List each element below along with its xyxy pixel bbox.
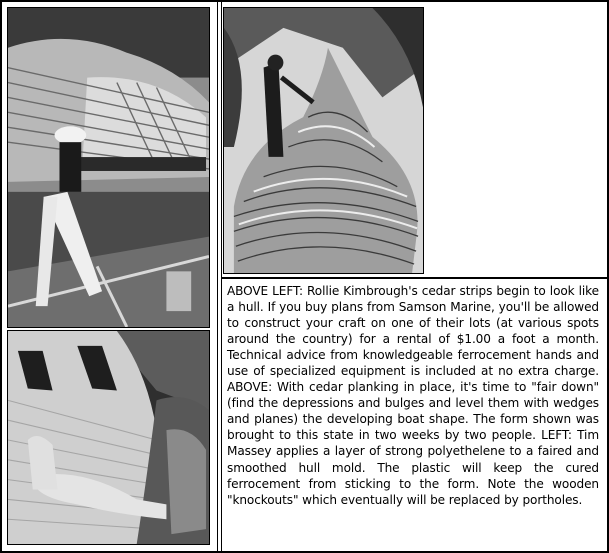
- photo-fairing-hull-image: [224, 8, 423, 273]
- photo-hull-cedar-strips-image: [8, 8, 209, 327]
- border-caption-top: [221, 277, 609, 279]
- photo-polyethylene-layer-image: [8, 331, 209, 544]
- photo-hull-cedar-strips: [7, 7, 210, 328]
- photo-caption: [225, 283, 601, 545]
- caption-text: ABOVE LEFT: Rollie Kimbrough's cedar strips begin to look like a hull. If you buy plans from Samson Marine, you'll be allowed to construct your craft on one of their lots (at various spots around the country) for a rental of $1.00 a foot a month. Technical advice from knowledgeable ferrocement hands and use of specialized equipment is included at no extra charge. ABOVE: With cedar planking in place, it's time to "fair down" (find the depressions and bulges and level them with wedges and planes) the developing boat shape. The form shown was brought to this state in two weeks by two people. LEFT: Tim Massey applies a layer of strong polyethelene to a faired and smoothed hull mold. The plastic will keep the cured ferrocement from sticking to the form. Note the wooden "knockouts" which eventually will be replaced by portholes.: [227, 284, 599, 507]
- border-left: [0, 0, 2, 553]
- photo-fairing-hull: [223, 7, 424, 274]
- border-top: [0, 0, 609, 2]
- border-column-divider: [217, 0, 218, 553]
- photo-polyethylene-layer: [7, 330, 210, 545]
